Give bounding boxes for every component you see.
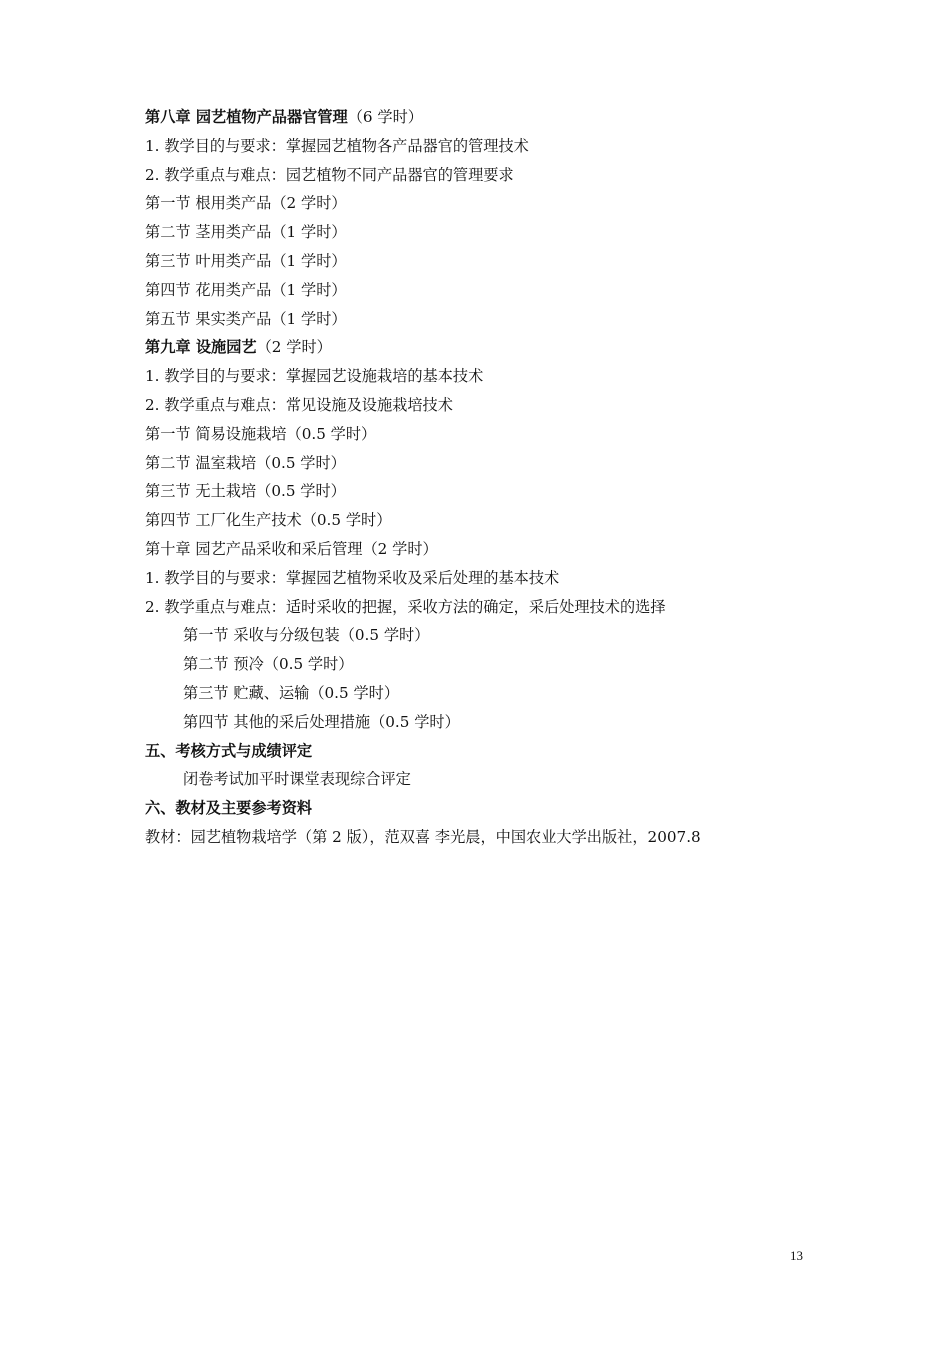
chapter-9-section-1: 第一节 简易设施栽培（0.5 学时）	[145, 424, 377, 443]
chapter-8-objective: 1. 教学目的与要求：掌握园艺植物各产品器官的管理技术	[145, 136, 529, 155]
assessment-heading: 五、考核方式与成绩评定	[145, 741, 313, 760]
references-text: 教材：园艺植物栽培学（第 2 版），范双喜 李光晨，中国农业大学出版社，2007.8	[145, 827, 701, 846]
chapter-8-keypoints: 2. 教学重点与难点：园艺植物不同产品器官的管理要求	[145, 165, 514, 184]
chapter-9-heading	[145, 333, 845, 362]
chapter-10-keypoints: 2. 教学重点与难点：适时采收的把握，采收方法的确定，采后处理技术的选择	[145, 597, 666, 616]
chapter-8-section-5: 第五节 果实类产品（1 学时）	[145, 309, 347, 328]
chapter-10-section-3: 第三节 贮藏、运输（0.5 学时）	[183, 683, 400, 702]
chapter-10-heading: 第十章 园艺产品采收和采后管理（2 学时）	[145, 539, 438, 558]
chapter-9-hours: （2 学时）	[256, 338, 332, 357]
chapter-8-title: 第八章 园艺植物产品器官管理	[145, 108, 348, 126]
assessment-text: 闭卷考试加平时课堂表现综合评定	[183, 770, 411, 789]
chapter-9-section-2: 第二节 温室栽培（0.5 学时）	[145, 453, 346, 472]
page-number: 13	[790, 1248, 803, 1263]
chapter-9-title: 第九章 设施园艺	[145, 338, 257, 357]
chapter-9-keypoints: 2. 教学重点与难点：常见设施及设施栽培技术	[145, 395, 453, 414]
chapter-10-objective: 1. 教学目的与要求：掌握园艺植物采收及采后处理的基本技术	[145, 568, 560, 587]
chapter-8-section-1: 第一节 根用类产品（2 学时）	[145, 194, 347, 213]
chapter-8-heading	[145, 103, 845, 132]
references-heading: 六、教材及主要参考资料	[145, 799, 313, 818]
chapter-10-section-1: 第一节 采收与分级包装（0.5 学时）	[183, 626, 430, 645]
chapter-9-section-3: 第三节 无土栽培（0.5 学时）	[145, 482, 346, 501]
chapter-8-section-2: 第二节 茎用类产品（1 学时）	[145, 223, 347, 242]
chapter-8-section-3: 第三节 叶用类产品（1 学时）	[145, 251, 347, 270]
chapter-8-section-4: 第四节 花用类产品（1 学时）	[145, 280, 347, 299]
chapter-9-objective: 1. 教学目的与要求：掌握园艺设施栽培的基本技术	[145, 367, 484, 386]
document-body	[145, 103, 845, 852]
chapter-8-hours: （6 学时）	[347, 108, 423, 126]
chapter-10-section-2: 第二节 预冷（0.5 学时）	[183, 655, 354, 674]
chapter-10-section-4: 第四节 其他的采后处理措施（0.5 学时）	[183, 712, 460, 731]
chapter-9-section-4: 第四节 工厂化生产技术（0.5 学时）	[145, 511, 392, 530]
